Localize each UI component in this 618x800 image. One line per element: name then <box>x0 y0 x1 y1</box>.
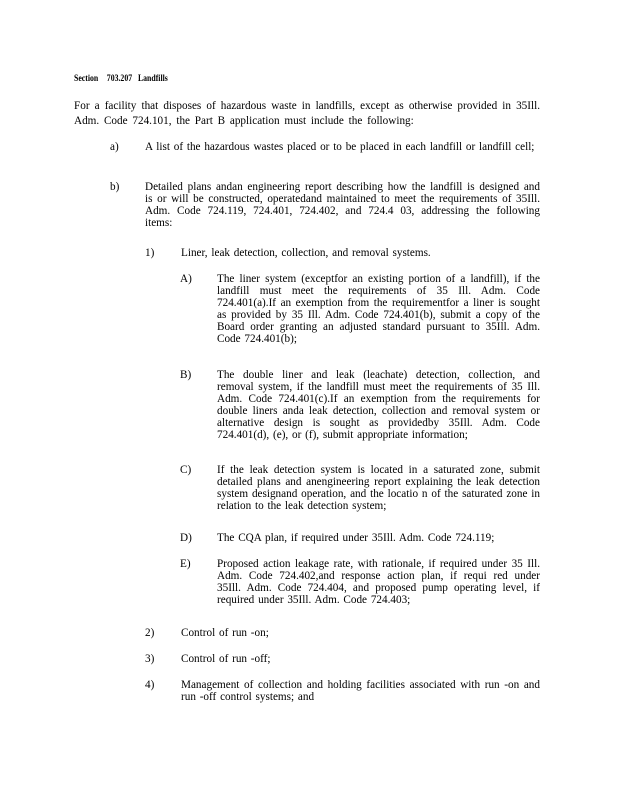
item-text: The CQA plan, if required under 35Ill. Adm. Code 724.119; <box>217 532 495 544</box>
item-label: E) <box>180 558 191 570</box>
section-label: Section <box>74 74 99 84</box>
item-text: The double liner and leak (leachate) detection, collection, and removal system, if the landfill must meet the requirements of 35 Ill. Adm. Code 724.401(c).If an exemption from the requirements for double liners anda leak detection, collection and removal system or alternative design is sought as providedby 35Ill. Adm. Code 724.401(d), (e), or (f), submit appropriate information; <box>217 369 540 441</box>
intro-paragraph: For a facility that disposes of hazardous waste in landfills, except as otherwise provided in 35Ill. Adm. Code 724.101, the Part B application must include the following: <box>74 100 540 127</box>
item-text: Control of run -on; <box>181 627 269 639</box>
item-label: 2) <box>145 627 155 639</box>
item-label: C) <box>180 464 192 476</box>
item-label: D) <box>180 532 192 544</box>
section-number: 703.207 <box>106 74 133 84</box>
item-label: b) <box>110 181 120 193</box>
item-text: Liner, leak detection, collection, and removal systems. <box>181 247 431 259</box>
item-text: A list of the hazardous wastes placed or to be placed in each landfill or landfill cell; <box>145 141 535 153</box>
section-heading <box>74 74 168 84</box>
item-label: 1) <box>145 247 155 259</box>
item-text: Control of run -off; <box>181 653 271 665</box>
item-label: 4) <box>145 679 155 691</box>
item-text: Detailed plans andan engineering report describing how the landfill is designed and is or will be constructed, operatedand maintained to meet the requirements of 35Ill. Adm. Code 724.119, 724.401, 724.402, and 724.4 03, addressing the following items: <box>145 181 540 229</box>
item-text: Proposed action leakage rate, with rationale, if required under 35 Ill. Adm. Code 724.402,and response action plan, if requi red under 35Ill. Adm. Code 724.404, and proposed pump operating level, if required under 35Ill. Adm. Code 724.403; <box>217 558 540 606</box>
item-label: A) <box>180 273 192 285</box>
item-label: a) <box>110 141 119 153</box>
item-label: 3) <box>145 653 155 665</box>
section-title: Landfills <box>137 74 168 84</box>
item-label: B) <box>180 369 192 381</box>
item-text: Management of collection and holding facilities associated with run -on and run -off control systems; and <box>181 679 540 703</box>
item-text: If the leak detection system is located in a saturated zone, submit detailed plans and anengineering report explaining the leak detection system designand operation, and the locatio n of the saturated zone in relation to the leak detection system; <box>217 464 540 512</box>
item-text: The liner system (exceptfor an existing portion of a landfill), if the landfill must meet the requirements of 35 Ill. Adm. Code 724.401(a).If an exemption from the requirementfor a liner is sought as provided by 35 Ill. Adm. Code 724.401(b), submit a copy of the Board order granting an adjusted standard pursuant to 35Ill. Adm. Code 724.401(b); <box>217 273 540 345</box>
